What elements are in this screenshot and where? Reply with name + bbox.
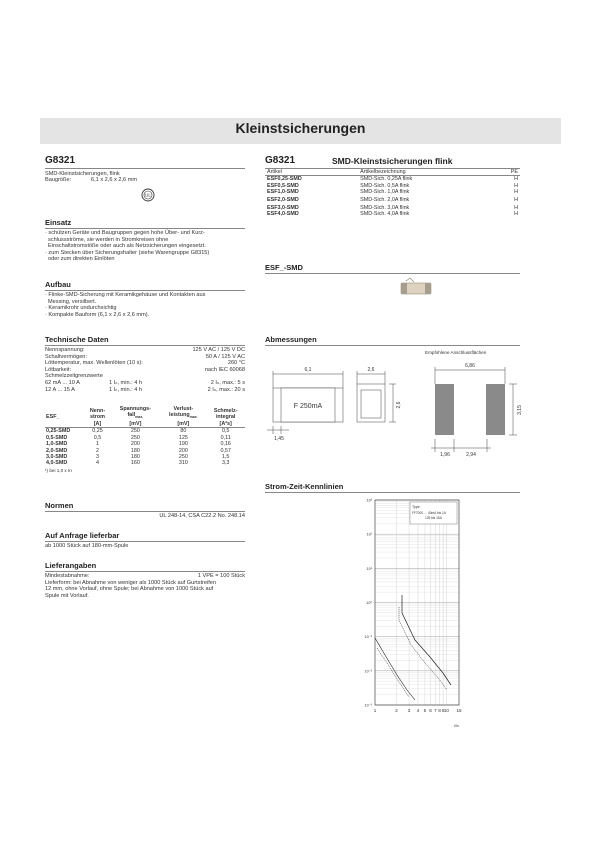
page-title: Kleinstsicherungen — [235, 120, 366, 136]
table-cell: 310 — [178, 460, 188, 467]
col-header: Artikel — [267, 169, 282, 175]
liefer-heading: Lieferangaben — [45, 561, 97, 570]
size-row — [45, 177, 137, 184]
article-row — [265, 176, 520, 183]
y-tick-label: 10⁻² — [364, 669, 372, 674]
article-pe: H — [514, 182, 518, 189]
x-tick-label: 5 — [423, 708, 427, 713]
table-cell: 2 — [95, 447, 99, 454]
dim-label: 2,94 — [466, 452, 476, 458]
dim-label: 1,96 — [440, 452, 450, 458]
text-line: · Keramikrohr undurchsichtig — [45, 305, 117, 312]
fuse-product-image — [398, 277, 434, 304]
table-cell: 180 — [130, 453, 140, 460]
table-cell: 3 — [95, 453, 99, 460]
ul-mark-icon — [141, 188, 155, 207]
x-tick-label: 8 — [438, 708, 441, 713]
pads-label: Empfohlene Anschlussflächen — [425, 350, 487, 355]
text-line: Spule mit Vorlauf. — [45, 592, 89, 599]
techdata-value: 125 V AC / 125 V DC — [192, 347, 245, 353]
schmelz-label: Schmelzzeitgrenzwerte — [45, 373, 103, 380]
dim-label: 3,15 — [517, 405, 523, 415]
divider — [45, 228, 245, 229]
article-number: ESF3,0-SMD — [267, 204, 299, 211]
article-table — [265, 169, 520, 217]
table-cell: 125 — [178, 434, 188, 441]
article-description: SMD-Sich. 4,0A flink — [360, 211, 410, 218]
col-header: Verlust- leistung$_{max.}$ — [169, 406, 198, 420]
article-pe: H — [514, 189, 518, 196]
article-number: ESF1,0-SMD — [267, 189, 299, 196]
divider — [265, 273, 520, 274]
techdata-value: 260 °C — [227, 360, 245, 367]
dim-label: 2,6 — [367, 367, 375, 373]
techdata-value: 50 A / 125 V AC — [205, 353, 245, 360]
schmelz-range: 62 mA ... 10 A — [45, 379, 80, 386]
table-header-row — [45, 406, 245, 421]
unit-cell — [45, 421, 85, 428]
normen-heading: Normen — [45, 501, 74, 510]
table-cell: 200 — [130, 441, 140, 448]
col-header: Nenn- strom — [89, 408, 106, 421]
legend-type: Type — [412, 505, 420, 509]
table-cell: 0,11 — [220, 434, 231, 441]
text-line: · Kompakte Bauform (6,1 x 2,6 x 2,6 mm). — [45, 311, 150, 318]
col-header: PE — [510, 169, 518, 175]
article-description: SMD-Sich. 0,25A flink — [360, 176, 413, 183]
text-line: · Flinke-SMD-Sicherung mit Keramikgehäuse und Kontakten aus — [45, 292, 206, 298]
right-product-title: SMD-Kleinstsicherungen flink — [332, 156, 453, 166]
x-tick-label: 9 — [441, 708, 445, 713]
schmelz-row — [45, 387, 245, 394]
x-tick-label: 2 — [395, 708, 398, 713]
table-cell: 80 — [180, 428, 187, 435]
text-line: · schützen Geräte und Baugruppen gegen hohe Über- und Kurz- — [45, 230, 205, 236]
techdata-key: Nennspannung: — [45, 347, 85, 353]
divider — [45, 168, 245, 169]
x-unit: I/In — [454, 724, 459, 728]
dim-label: 1,45 — [274, 436, 284, 442]
y-tick-label: 10¹ — [366, 566, 372, 571]
article-description: SMD-Sich. 3,0A flink — [360, 204, 410, 211]
article-row — [265, 211, 520, 217]
article-row — [265, 196, 520, 205]
table-cell: 190 — [178, 441, 188, 448]
dimension-drawing — [265, 360, 530, 470]
anfrage-heading: Auf Anfrage lieferbar — [45, 531, 120, 540]
row-label: 0,5-SMD — [46, 434, 68, 441]
text-line: 12 mm, ohne Vorlauf, ohne Spule; bei Abnahme von 1000 Stück auf — [45, 586, 214, 593]
techdata-key: Löttemperatur, max. Wellenlöten (10 s): — [45, 360, 143, 367]
techdata-list — [45, 347, 245, 393]
einsatz-text — [45, 230, 245, 263]
table-cell: 0,5 — [221, 428, 230, 435]
techdata-value: nach IEC 60068 — [204, 366, 245, 373]
y-tick-label: 10⁰ — [366, 601, 372, 605]
text-line: · zum Stecken über Sicherungshalter (siehe Warengruppe G8315) — [45, 249, 210, 256]
current-time-chart — [355, 495, 475, 735]
x-tick-label: 10 — [443, 708, 449, 713]
dim-label: 6,1 — [304, 367, 312, 373]
article-pe: H — [514, 204, 518, 211]
text-line: schlussströme, sie werden in Stromkreisen ohne — [48, 236, 169, 243]
techdata-key: Schaltvermögen: — [45, 353, 87, 360]
article-number: ESF0,25-SMD — [267, 176, 302, 183]
schmelz-min: 1 Iₙ, min.: 4 h — [109, 379, 143, 386]
table-cell: 250 — [178, 453, 188, 460]
col-header: Artikelbezeichnung — [360, 169, 406, 175]
table-cell: 250 — [130, 428, 140, 435]
abmessungen-heading: Abmessungen — [265, 335, 317, 344]
article-description: SMD-Sich. 1,0A flink — [360, 189, 410, 196]
legend-entry: FF7000 → 40mA bis 1A — [412, 511, 446, 515]
text-line: Einschaltstromstöße oder auch als Netzsicherungen eingesetzt. — [48, 243, 206, 250]
table-cell: 0,5 — [93, 434, 102, 441]
techdata-key: Lötbarkeit: — [45, 366, 72, 373]
x-tick-label: 15 — [456, 708, 462, 713]
anfrage-value: ab 1000 Stück auf 180-mm-Spule — [45, 543, 129, 549]
y-tick-label: 10⁻¹ — [364, 635, 372, 640]
table-cell: 0,16 — [220, 441, 231, 448]
esf-spec-table — [45, 406, 245, 473]
y-tick-label: 10⁻³ — [364, 703, 372, 708]
einsatz-heading: Einsatz — [45, 218, 72, 227]
table-cell: 180 — [130, 447, 140, 454]
product-subtitle: SMD-Kleinstsicherungen, flink — [45, 171, 120, 177]
table-cell: 3,3 — [221, 460, 230, 467]
row-label: 0,25-SMD — [46, 428, 71, 435]
table-cell: 160 — [130, 460, 140, 467]
esf-heading: ESF_-SMD — [265, 263, 303, 272]
divider — [45, 511, 245, 512]
svg-text:UL: UL — [145, 192, 151, 198]
article-pe: H — [514, 176, 518, 183]
liefer-min-value: 1 VPE = 100 Stück — [197, 573, 245, 579]
normen-value: UL 248-14, CSA C22.2 No. 248.14 — [159, 513, 245, 519]
x-tick-label: 7 — [434, 708, 437, 713]
table-cell: 1 — [95, 441, 99, 448]
divider — [45, 571, 245, 572]
col-header: Spannungs- fall$_{max.}$ — [119, 406, 151, 420]
aufbau-text — [45, 292, 245, 318]
text-line: Lieferform: bei Abnahme von weniger als 1000 Stück auf Gurtstreifen — [45, 579, 217, 586]
unit-cell: [mV] — [129, 420, 142, 427]
techdata-row — [45, 367, 245, 374]
text-line: Messing, versilbert. — [48, 298, 97, 305]
row-label: 4,0-SMD — [46, 460, 68, 467]
schmelz-max: 2 Iₙ, max.: 20 s — [207, 386, 245, 393]
right-product-code: G8321 — [265, 155, 296, 166]
techdata-heading: Technische Daten — [45, 335, 109, 344]
article-pe: H — [514, 211, 518, 218]
table-cell: 250 — [130, 434, 140, 441]
y-tick-label: 10³ — [366, 498, 372, 503]
divider — [265, 345, 520, 346]
legend-entry: 125 bis 15A — [425, 516, 442, 520]
row-label: 1,0-SMD — [46, 441, 68, 448]
table-cell: 1,5 — [221, 453, 230, 460]
liefer-min-label: Mindestabnahme: — [45, 573, 90, 579]
fuse-marking: F 250mA — [293, 403, 323, 410]
table-footnote: ¹) bei 1,0 x In — [45, 467, 72, 473]
divider — [265, 492, 520, 493]
unit-cell: [A²s] — [219, 420, 232, 427]
dim-label: 6,86 — [465, 363, 475, 369]
techdata-row — [45, 354, 245, 361]
liefer-text — [45, 573, 245, 599]
table-cell: 4 — [95, 460, 99, 467]
schmelz-min: 1 Iₙ, min.: 4 h — [109, 386, 143, 393]
aufbau-heading: Aufbau — [45, 280, 71, 289]
divider — [45, 541, 245, 542]
article-number: ESF0,5-SMD — [267, 182, 299, 189]
schmelz-row — [45, 380, 245, 387]
x-tick-label: 1 — [373, 708, 377, 713]
table-cell: 0,25 — [92, 428, 103, 435]
row-label: 3,0-SMD — [46, 453, 68, 460]
col-header: ESF_ — [46, 414, 60, 421]
article-description: SMD-Sich. 0,5A flink — [360, 182, 410, 189]
product-code: G8321 — [45, 155, 76, 166]
dim-label: 2,6 — [396, 401, 402, 409]
divider — [45, 290, 245, 291]
y-tick-label: 10² — [366, 532, 372, 537]
article-pe: H — [514, 196, 518, 203]
size-label: Baugröße: — [45, 177, 72, 183]
article-number: ESF4,0-SMD — [267, 211, 299, 218]
divider — [45, 345, 245, 346]
schmelz-range: 12 A ... 15 A — [45, 386, 75, 393]
kennlinien-heading: Strom-Zeit-Kennlinien — [265, 482, 344, 491]
table-row — [45, 428, 245, 435]
x-tick-label: 3 — [407, 708, 411, 713]
table-cell: 200 — [178, 447, 188, 454]
techdata-row — [45, 360, 245, 367]
article-header-row — [265, 169, 520, 176]
schmelz-max: 2 Iₙ, max.: 5 s — [210, 379, 245, 386]
row-label: 2,0-SMD — [46, 447, 68, 454]
text-line: oder zum direkten Einlöten — [48, 256, 115, 263]
liefer-min-row — [45, 573, 245, 580]
table-unit-row — [45, 421, 245, 428]
article-number: ESF2,0-SMD — [267, 196, 299, 203]
techdata-row — [45, 347, 245, 354]
x-tick-label: 6 — [429, 708, 432, 713]
unit-cell: [mV] — [177, 420, 190, 427]
table-row — [45, 460, 245, 466]
size-value: 6,1 x 2,6 x 2,6 mm — [91, 177, 138, 183]
col-header: Schmelz- integral — [213, 408, 238, 421]
x-tick-label: 4 — [416, 708, 420, 713]
unit-cell: [A] — [93, 420, 102, 427]
table-cell: 0,57 — [220, 447, 231, 454]
article-description: SMD-Sich. 2,0A flink — [360, 196, 410, 203]
